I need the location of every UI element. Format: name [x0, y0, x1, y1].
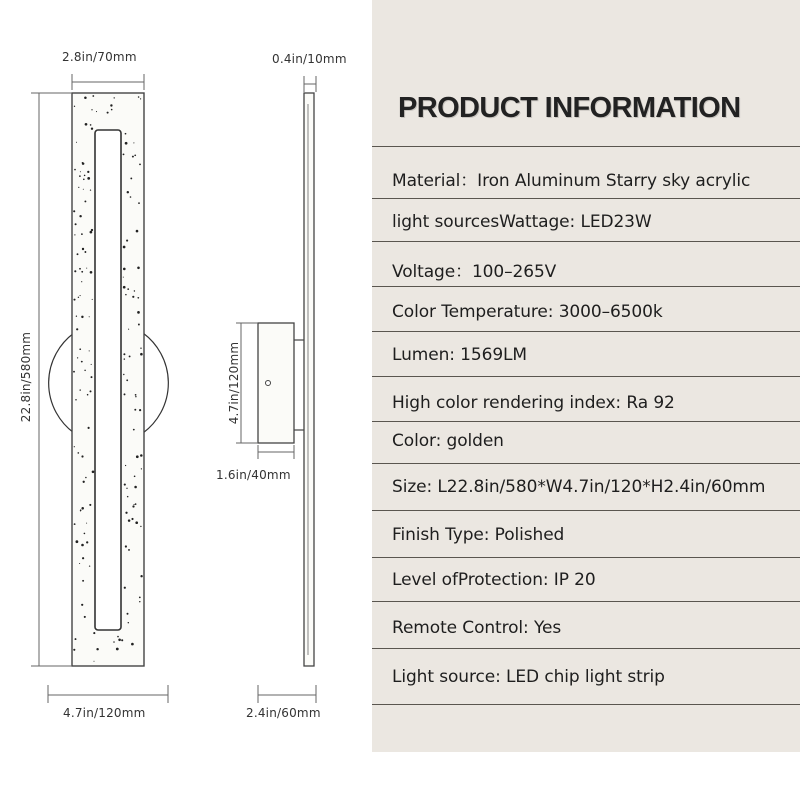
speckle: [74, 169, 76, 171]
speckle: [133, 504, 134, 505]
speckle: [90, 271, 93, 274]
side-depth-bottom-label: 2.4in/60mm: [246, 706, 321, 720]
speckle: [127, 613, 129, 615]
speckle: [90, 231, 93, 234]
speckle: [127, 191, 129, 193]
speckle: [84, 200, 86, 202]
side-mount-depth-dim: [258, 445, 294, 459]
spec-remote-control: Remote Control: Yes: [392, 618, 562, 638]
speckle: [73, 299, 75, 301]
speckle: [82, 162, 83, 163]
speckle: [79, 563, 80, 564]
speckle: [90, 124, 92, 126]
front-width-bottom-dim: [48, 685, 168, 703]
speckle: [137, 267, 140, 270]
divider: [372, 463, 800, 464]
speckle: [84, 533, 86, 535]
speckle: [79, 348, 81, 350]
spec-material: Material：Iron Aluminum Starry sky acrylic: [392, 171, 751, 191]
speckle: [125, 545, 127, 547]
speckle: [84, 616, 86, 618]
speckle: [121, 639, 123, 641]
spec-size: Size: L22.8in/580*W4.7in/120*H2.4in/60mm: [392, 477, 766, 497]
speckle: [86, 523, 87, 524]
speckle: [136, 455, 139, 458]
speckle: [140, 347, 141, 348]
speckle: [78, 187, 79, 188]
front-light-strip: [95, 130, 121, 630]
speckle: [138, 324, 140, 326]
speckle: [126, 240, 128, 242]
spec-color-temperature: Color Temperature: 3000–6500k: [392, 302, 663, 322]
speckle: [79, 268, 81, 270]
divider: [372, 510, 800, 511]
speckle: [129, 355, 131, 357]
speckle: [79, 389, 80, 390]
speckle: [139, 409, 141, 411]
speckle: [123, 374, 124, 375]
speckle: [86, 541, 88, 543]
speckle: [132, 156, 134, 158]
speckle: [82, 248, 84, 250]
speckle: [76, 316, 77, 317]
speckle: [131, 643, 134, 646]
speckle: [85, 477, 87, 479]
speckle: [77, 357, 78, 358]
speckle: [139, 597, 141, 599]
speckle: [81, 507, 84, 510]
speckle: [135, 503, 137, 505]
side-depth-bottom-dim: [258, 685, 316, 703]
speckle: [135, 396, 136, 397]
speckle: [76, 328, 78, 330]
speckle: [125, 465, 126, 466]
speckle: [134, 154, 136, 156]
speckle: [73, 649, 75, 651]
spec-protection-level: Level ofProtection: IP 20: [392, 570, 596, 590]
speckle: [88, 427, 90, 429]
speckle: [140, 353, 143, 356]
side-mount-height-label: 4.7in/120mm: [227, 341, 241, 425]
speckle: [73, 210, 75, 212]
speckle: [83, 481, 85, 483]
speckle: [92, 95, 94, 97]
speckle: [130, 177, 132, 179]
side-mount-box: [258, 323, 294, 443]
speckle: [84, 175, 86, 177]
speckle: [138, 202, 140, 204]
speckle: [79, 175, 81, 177]
spec-light-source: Light source: LED chip light strip: [392, 667, 665, 687]
speckle: [134, 475, 136, 477]
speckle: [140, 575, 142, 577]
speckle: [128, 549, 130, 551]
speckle: [128, 519, 131, 522]
speckle: [75, 638, 77, 640]
speckle: [116, 648, 119, 651]
speckle: [130, 196, 132, 198]
speckle: [128, 622, 129, 623]
speckle: [76, 540, 79, 543]
speckle: [127, 496, 129, 498]
speckle: [124, 587, 126, 589]
speckle: [83, 179, 85, 181]
speckle: [133, 142, 134, 143]
speckle: [132, 505, 134, 507]
product-dimension-diagram: [0, 0, 372, 800]
speckle: [74, 234, 75, 235]
speckle: [81, 361, 83, 363]
speckle: [134, 486, 137, 489]
speckle: [76, 142, 77, 143]
speckle: [81, 271, 83, 273]
speckle: [123, 268, 126, 271]
speckle: [75, 223, 77, 225]
speckle: [81, 233, 83, 235]
speckle: [110, 104, 112, 106]
speckle: [75, 399, 77, 401]
speckle: [117, 636, 119, 638]
speckle: [79, 215, 81, 217]
speckle: [128, 329, 129, 330]
speckle: [135, 394, 137, 396]
spec-wattage: light sourcesWattage: LED23W: [392, 212, 652, 232]
speckle: [96, 111, 97, 112]
speckle: [82, 580, 84, 582]
speckle: [111, 109, 113, 111]
speckle: [125, 512, 127, 514]
divider: [372, 421, 800, 422]
speckle: [81, 281, 82, 282]
divider: [372, 704, 800, 705]
front-width-top-label: 2.8in/70mm: [62, 50, 137, 64]
speckle: [91, 109, 92, 110]
speckle: [137, 297, 139, 299]
speckle: [134, 290, 135, 291]
speckle: [124, 358, 125, 359]
speckle: [136, 230, 139, 233]
speckle: [89, 565, 90, 566]
speckle: [77, 253, 79, 255]
speckle: [74, 270, 76, 272]
divider: [372, 146, 800, 147]
speckle: [123, 286, 126, 289]
speckle: [85, 123, 88, 126]
front-back-plate: [49, 333, 74, 433]
front-width-bottom-label: 4.7in/120mm: [63, 706, 146, 720]
speckle: [140, 454, 143, 457]
speckle: [140, 98, 141, 99]
divider: [372, 198, 800, 199]
spec-color: Color: golden: [392, 431, 504, 451]
speckle: [89, 350, 90, 351]
speckle: [83, 189, 84, 190]
speckle: [123, 153, 125, 155]
speckle: [141, 468, 142, 469]
dimension-drawing: [0, 0, 372, 800]
speckle: [87, 177, 90, 180]
divider: [372, 376, 800, 377]
speckle: [84, 96, 87, 99]
speckle: [80, 171, 81, 172]
speckle: [134, 409, 136, 411]
speckle: [138, 96, 140, 98]
product-information-panel: [372, 0, 800, 752]
speckle: [135, 521, 138, 524]
speckle: [133, 429, 135, 431]
speckle: [123, 353, 125, 355]
speckle: [126, 379, 128, 381]
speckle: [73, 371, 75, 373]
speckle: [118, 639, 121, 642]
side-panel: [304, 93, 314, 666]
speckle: [139, 601, 140, 602]
speckle: [125, 133, 127, 135]
speckle: [132, 296, 134, 298]
speckle: [81, 604, 83, 606]
front-width-top-dim: [72, 74, 144, 90]
speckle: [91, 376, 93, 378]
speckle: [77, 452, 79, 454]
front-back-plate-right: [143, 333, 168, 433]
speckle: [81, 544, 84, 547]
speckle: [124, 393, 126, 395]
speckle: [91, 127, 93, 129]
speckle: [131, 518, 133, 520]
panel-bottom-margin: [372, 752, 800, 800]
speckle: [80, 509, 82, 511]
speckle: [84, 370, 85, 371]
speckle: [89, 504, 91, 506]
speckle: [74, 446, 75, 447]
side-depth-top-label: 0.4in/10mm: [272, 52, 347, 66]
speckle: [78, 297, 79, 298]
speckle: [125, 294, 127, 296]
divider: [372, 286, 800, 287]
speckle: [74, 106, 75, 107]
speckle: [93, 661, 94, 662]
front-height-dim: [31, 93, 72, 666]
speckle: [84, 251, 86, 253]
side-depth-top-dim: [304, 76, 316, 92]
divider: [372, 648, 800, 649]
speckle: [127, 288, 129, 290]
speckle: [82, 557, 84, 559]
speckle: [113, 641, 115, 643]
speckle: [92, 299, 93, 300]
front-height-label: 22.8in/580mm: [19, 331, 33, 423]
divider: [372, 601, 800, 602]
speckle: [126, 488, 127, 489]
speckle: [140, 526, 141, 527]
speckle: [93, 632, 95, 634]
speckle: [81, 455, 83, 457]
speckle: [124, 484, 126, 486]
spec-finish-type: Finish Type: Polished: [392, 525, 565, 545]
speckle: [96, 648, 98, 650]
speckle: [89, 316, 90, 317]
spec-lumen: Lumen: 1569LM: [392, 345, 527, 365]
speckle: [81, 316, 83, 318]
speckle: [137, 311, 140, 314]
front-view-fixture: [49, 93, 169, 666]
speckle: [114, 97, 115, 98]
divider: [372, 331, 800, 332]
speckle: [91, 364, 92, 365]
speckle: [87, 171, 89, 173]
speckle: [123, 246, 126, 249]
speckle: [107, 112, 109, 114]
speckle: [139, 164, 141, 166]
speckle: [80, 295, 81, 296]
speckle: [74, 523, 76, 525]
divider: [372, 557, 800, 558]
spec-cri: High color rendering index: Ra 92: [392, 393, 675, 413]
speckle: [86, 268, 87, 269]
divider: [372, 241, 800, 242]
side-mount-depth-label: 1.6in/40mm: [216, 468, 291, 482]
speckle: [87, 394, 89, 396]
mount-screw: [266, 381, 271, 386]
speckle: [123, 277, 124, 278]
panel-title: PRODUCT INFORMATION: [398, 92, 741, 124]
spec-voltage: Voltage：100–265V: [392, 262, 557, 282]
speckle: [92, 470, 95, 473]
speckle: [125, 142, 128, 145]
speckle: [89, 390, 91, 392]
side-view-fixture: [258, 93, 314, 666]
speckle: [90, 189, 91, 190]
